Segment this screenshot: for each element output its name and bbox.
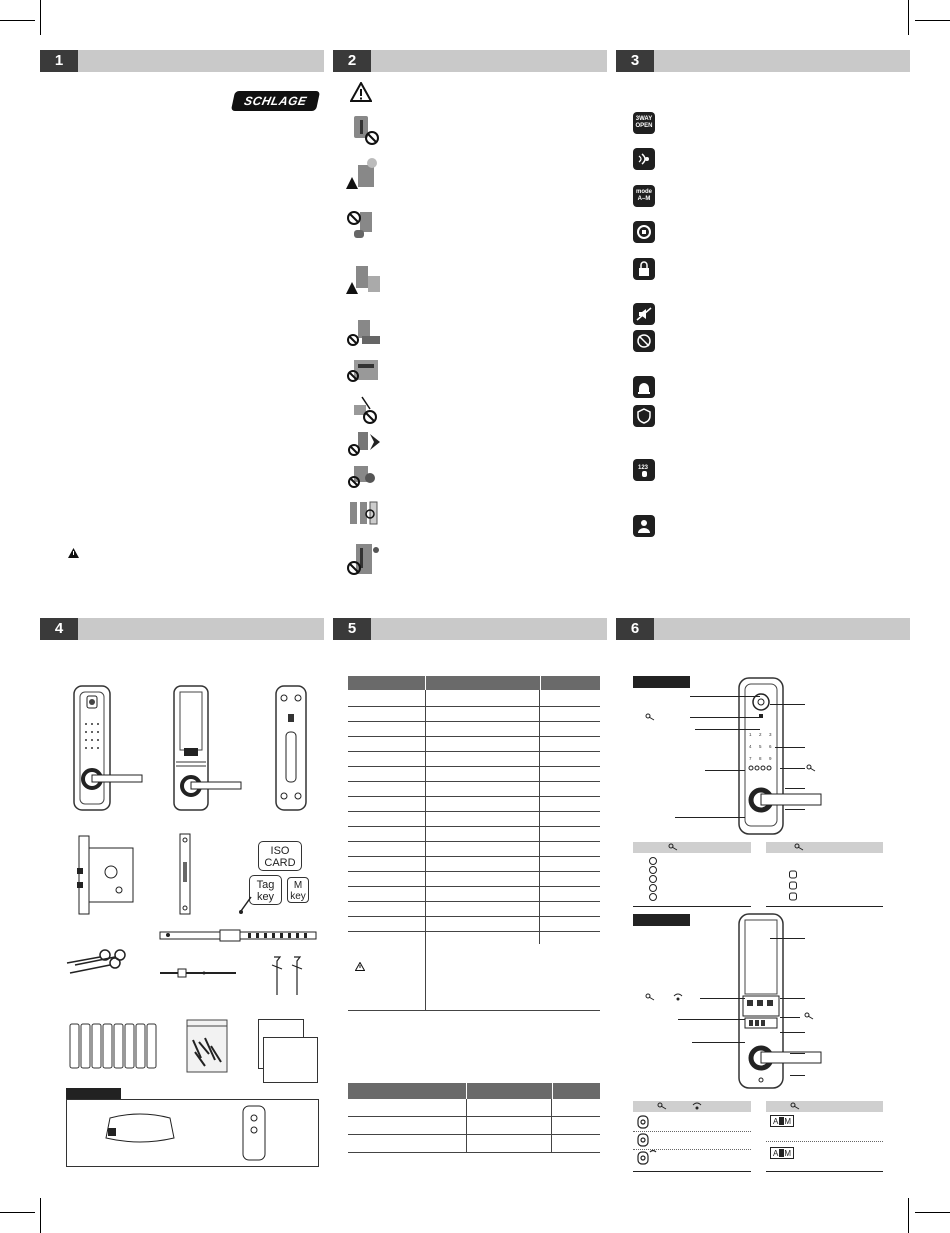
table-row: [348, 797, 600, 812]
leader-line: [790, 1053, 805, 1054]
shock-warning-icon: [346, 262, 382, 296]
mechanical-keys-illustration: [65, 945, 135, 980]
m-key: M key: [287, 877, 309, 903]
tag-key: Tag key: [249, 875, 282, 905]
card-key-icon: [645, 713, 655, 721]
table-row: [348, 1135, 600, 1153]
section-number: 4: [40, 618, 78, 640]
card-key-icon: [657, 1102, 667, 1110]
mode-a-label: A: [773, 1148, 779, 1158]
intrusion-alert-icon: [633, 405, 655, 427]
mode-m-label: M: [784, 1148, 791, 1158]
table-row: [348, 752, 600, 767]
no-sharp-object-icon: [346, 395, 382, 425]
status-icons: [648, 856, 658, 904]
table-row: [348, 887, 600, 902]
no-heat-icon: [346, 356, 382, 386]
table-note-row: [348, 932, 600, 1011]
crop-mark: [908, 1198, 909, 1233]
cable-illustration: [158, 928, 318, 944]
mode-indicator-a: [770, 1115, 794, 1127]
manual-sheet-front: [263, 1037, 318, 1083]
back-subtable-right: [766, 1101, 883, 1172]
svg-text:123: 123: [638, 465, 649, 471]
leader-line: [770, 938, 805, 939]
table-row: [348, 707, 600, 722]
crop-mark: [0, 20, 35, 21]
section-number: 6: [616, 618, 654, 640]
leader-line: [785, 809, 805, 810]
back-label-tag: [633, 914, 690, 926]
front-unit-diagram: [735, 676, 835, 836]
mortise-illustration: [75, 832, 135, 917]
auto-lock-icon: [633, 221, 655, 243]
svg-text:8: 8: [759, 756, 762, 761]
svg-text:2: 2: [759, 732, 762, 737]
spec-table-header: [348, 676, 600, 690]
section-header-4: [40, 618, 324, 640]
front-subtable-right: [766, 842, 883, 907]
mute-icon: [633, 303, 655, 325]
back-subtable-left: [633, 1101, 751, 1172]
front-subtable-left: [633, 842, 751, 907]
spindle-bar-illustration: [158, 966, 238, 980]
mode-a-label: A: [773, 1116, 779, 1126]
crop-mark: [40, 1198, 41, 1233]
section-header-6: [616, 618, 910, 640]
three-way-open-icon: 3WAY OPEN: [633, 112, 655, 134]
crop-mark: [40, 0, 41, 35]
section-header-2: [333, 50, 607, 72]
logo-text: SCHLAGE: [242, 94, 309, 108]
svg-text:5: 5: [759, 744, 762, 749]
user-icon: [633, 515, 655, 537]
table-row: [348, 902, 600, 917]
back-body-illustration: [170, 684, 250, 814]
wireless-icon: [692, 1102, 702, 1110]
table-row: [348, 722, 600, 737]
card-key-icon: [645, 993, 655, 1001]
no-disassemble-icon: [346, 112, 382, 146]
registration-icons: [635, 1114, 657, 1170]
svg-text:1: 1: [749, 732, 752, 737]
leader-line: [678, 1019, 745, 1020]
leader-line: [780, 1017, 800, 1018]
svg-text:6: 6: [769, 744, 772, 749]
batteries-illustration: [68, 1020, 158, 1070]
optional-module-illustration: [100, 1110, 180, 1150]
svg-text:4: 4: [749, 744, 752, 749]
table-row: [348, 812, 600, 827]
card-key-icon: [794, 843, 804, 851]
strike-plate-illustration: [178, 832, 194, 917]
card-key-icon: [668, 843, 678, 851]
table-row: [348, 737, 600, 752]
section-number: 5: [333, 618, 371, 640]
leader-line: [780, 1032, 805, 1033]
crop-mark: [0, 1212, 35, 1213]
wireless-icon: [673, 993, 683, 1001]
mounting-plate-illustration: [272, 684, 312, 814]
back-unit-diagram: [735, 912, 835, 1092]
crop-mark: [908, 0, 909, 35]
remote-control-illustration: [241, 1104, 267, 1162]
section-header-5: [333, 618, 607, 640]
leader-line: [705, 770, 745, 771]
battery-warning-icon: [346, 496, 382, 528]
leader-line: [770, 704, 805, 705]
table-row: [348, 782, 600, 797]
table-row: [348, 917, 600, 932]
table-row: [348, 1117, 600, 1135]
leader-line: [695, 729, 760, 730]
alarm-icon: [633, 376, 655, 398]
mode-indicator-m: [770, 1147, 794, 1159]
no-water-icon: [346, 318, 382, 348]
no-tamper-icon: [633, 330, 655, 352]
mode-am-icon: mode A–M: [633, 185, 655, 207]
card-key-icon: [790, 1102, 800, 1110]
screws-illustration: [268, 955, 308, 997]
front-body-illustration: [70, 684, 150, 814]
card-key-icon: [806, 764, 816, 772]
screw-bag-illustration: [185, 1018, 229, 1074]
secondary-table: [348, 1083, 600, 1153]
section-header-3: [616, 50, 910, 72]
no-pulling-icon: [346, 462, 382, 490]
svg-text:9: 9: [769, 756, 772, 761]
leader-line: [780, 998, 805, 999]
tag-key-lanyard-icon: [237, 895, 257, 915]
section-header-1: [40, 50, 324, 72]
leader-line: [780, 768, 805, 769]
leader-line: [700, 998, 745, 999]
leader-line: [790, 1075, 805, 1076]
leader-line: [775, 747, 805, 748]
warning-icon: [355, 962, 365, 971]
table-row: [348, 690, 600, 707]
no-moisture-icon: [346, 542, 386, 578]
no-impact-icon: [346, 430, 382, 458]
schlage-logo: [231, 91, 320, 111]
leader-line: [692, 1042, 745, 1043]
mode-m-label: M: [784, 1116, 791, 1126]
crop-mark: [915, 20, 950, 21]
leader-line: [690, 696, 760, 697]
table-row: [348, 857, 600, 872]
lock-icon: [633, 258, 655, 280]
no-chemicals-icon: [346, 208, 382, 242]
status-icons: [788, 870, 798, 902]
pin-code-icon: [633, 459, 655, 481]
card-key-icon: [804, 1012, 814, 1020]
caution-triangle-icon: [350, 82, 372, 102]
table-row: [348, 1099, 600, 1117]
leader-line: [675, 817, 745, 818]
fire-warning-icon: [346, 157, 382, 191]
iso-card: ISO CARD: [258, 841, 302, 871]
leader-line: [785, 788, 805, 789]
table-row: [348, 872, 600, 887]
svg-text:3: 3: [769, 732, 772, 737]
spec-table: [348, 676, 600, 1011]
table-row: [348, 842, 600, 857]
section-number: 3: [616, 50, 654, 72]
section-number: 1: [40, 50, 78, 72]
crop-mark: [915, 1212, 950, 1213]
warning-icon: [68, 548, 79, 558]
leader-line: [690, 717, 760, 718]
table-row: [348, 827, 600, 842]
svg-text:7: 7: [749, 756, 752, 761]
front-label-tag: [633, 676, 690, 688]
secondary-table-header: [348, 1083, 600, 1099]
voice-guide-icon: [633, 148, 655, 170]
table-row: [348, 767, 600, 782]
section-number: 2: [333, 50, 371, 72]
